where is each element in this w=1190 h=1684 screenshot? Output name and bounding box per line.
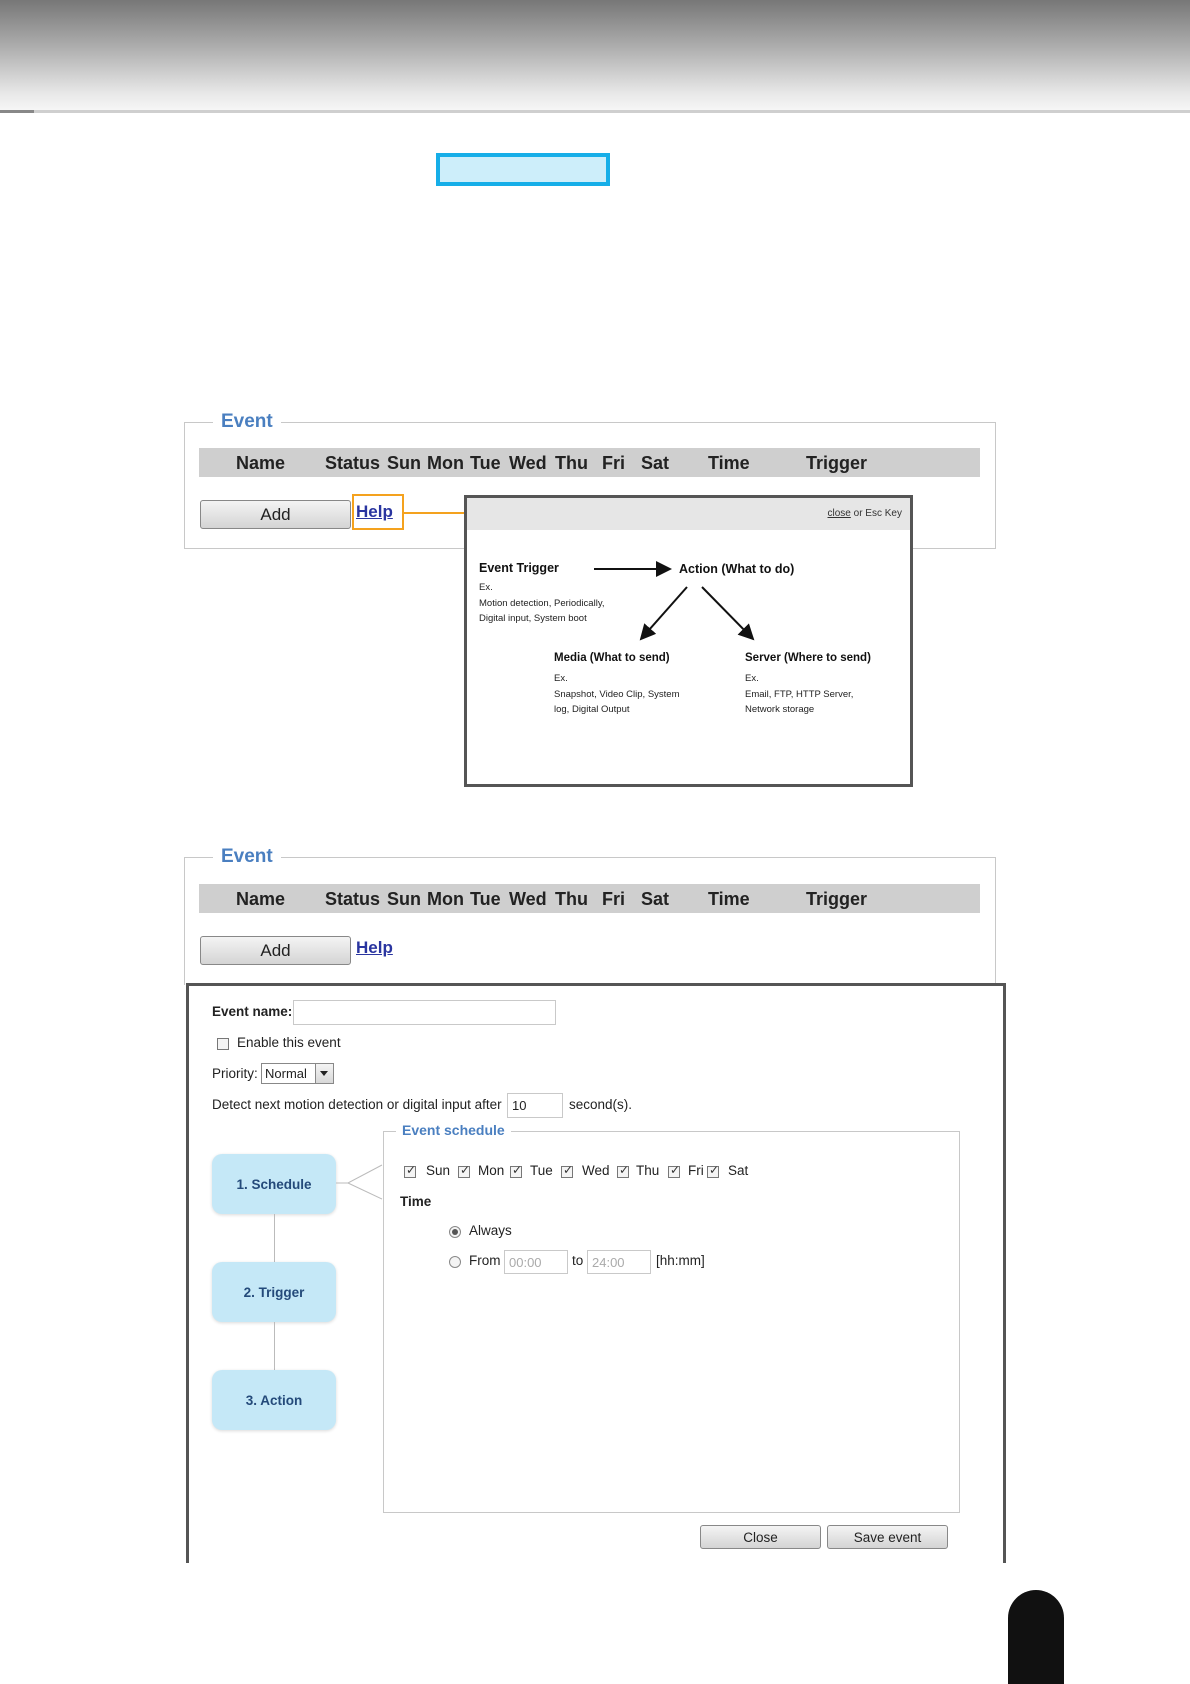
- server-title: Server (Where to send): [745, 652, 871, 664]
- event-table-header: [199, 448, 980, 477]
- event-name-label: Event name:: [212, 1004, 293, 1019]
- help-callout-line: [404, 512, 466, 514]
- trigger-line: Ex.: [479, 582, 493, 593]
- day-label-wed: Wed: [582, 1163, 610, 1178]
- trigger-line: Digital input, System boot: [479, 613, 587, 624]
- server-line: Network storage: [745, 704, 815, 715]
- event-table-header: [199, 884, 980, 913]
- col-sun: Sun: [387, 889, 421, 909]
- trigger-title: Event Trigger: [479, 561, 559, 575]
- col-status: Status: [325, 453, 381, 473]
- day-checkbox-tue[interactable]: [510, 1166, 522, 1178]
- event-legend: Event: [213, 846, 281, 868]
- step-action[interactable]: 3. Action: [212, 1370, 336, 1430]
- col-status: Status: [325, 889, 381, 909]
- col-sat: Sat: [641, 453, 670, 473]
- arrow-action-to-media: [641, 587, 687, 639]
- col-thu: Thu: [555, 889, 588, 909]
- step-connector: [274, 1214, 275, 1262]
- enable-event-label: Enable this event: [237, 1035, 341, 1050]
- day-label-mon: Mon: [478, 1163, 505, 1178]
- to-time-input[interactable]: [587, 1250, 651, 1274]
- col-sat: Sat: [641, 889, 670, 909]
- col-time: Time: [708, 453, 750, 473]
- col-mon: Mon: [427, 889, 464, 909]
- col-fri: Fri: [602, 889, 626, 909]
- save-event-button[interactable]: Save event: [827, 1525, 948, 1549]
- day-checkbox-wed[interactable]: [561, 1166, 573, 1178]
- col-tue: Tue: [470, 889, 501, 909]
- add-event-button[interactable]: Add: [200, 936, 351, 965]
- detect-unit: second(s).: [569, 1097, 633, 1112]
- day-label-tue: Tue: [530, 1163, 553, 1178]
- col-trigger: Trigger: [806, 453, 868, 473]
- help-popup: [464, 495, 913, 787]
- close-link[interactable]: close: [827, 508, 851, 519]
- media-line: Snapshot, Video Clip, System: [554, 688, 680, 700]
- time-label: Time: [400, 1194, 432, 1209]
- help-link[interactable]: Help: [356, 502, 393, 521]
- step-schedule[interactable]: 1. Schedule: [212, 1154, 336, 1214]
- priority-label: Priority:: [212, 1066, 258, 1081]
- day-label-thu: Thu: [636, 1163, 660, 1178]
- col-mon: Mon: [427, 453, 464, 473]
- step-bracket: [336, 1161, 386, 1201]
- from-time-input[interactable]: [504, 1250, 568, 1274]
- detect-label: Detect next motion detection or digital input after: [212, 1097, 502, 1112]
- media-line: Ex.: [554, 673, 568, 684]
- help-highlight-box: [352, 494, 404, 530]
- close-hint: or Esc Key: [853, 508, 902, 519]
- day-label-sun: Sun: [426, 1163, 451, 1178]
- page-number-tab: [1008, 1590, 1064, 1684]
- event-schedule-legend: Event schedule: [396, 1122, 511, 1138]
- day-checkbox-fri[interactable]: [668, 1166, 680, 1178]
- event-schedule-panel: [383, 1122, 960, 1513]
- event-panel-bottom: [184, 846, 996, 985]
- diagram-arrows: [467, 498, 910, 784]
- col-name: Name: [236, 889, 286, 909]
- server-line: Email, FTP, HTTP Server,: [745, 688, 854, 700]
- day-label-sat: Sat: [728, 1163, 749, 1178]
- col-thu: Thu: [555, 453, 588, 473]
- media-line: log, Digital Output: [554, 704, 630, 715]
- event-name-input[interactable]: [293, 1000, 556, 1025]
- header-divider: [0, 110, 1190, 113]
- page-header-band: [0, 0, 1190, 110]
- server-description: [745, 671, 853, 718]
- add-event-button[interactable]: Add: [200, 500, 351, 529]
- col-trigger: Trigger: [806, 889, 868, 909]
- day-checkbox-mon[interactable]: [458, 1166, 470, 1178]
- media-description: [554, 671, 680, 718]
- col-sun: Sun: [387, 453, 421, 473]
- col-wed: Wed: [509, 453, 547, 473]
- event-settings-dialog: [186, 983, 1006, 1563]
- close-button[interactable]: Close: [700, 1525, 821, 1549]
- header-divider-accent: [0, 110, 34, 113]
- col-tue: Tue: [470, 453, 501, 473]
- highlight-box: [436, 153, 610, 186]
- help-link[interactable]: Help: [356, 938, 393, 957]
- media-title: Media (What to send): [554, 652, 670, 664]
- from-label: From: [469, 1253, 501, 1268]
- col-wed: Wed: [509, 889, 547, 909]
- chevron-down-icon[interactable]: [315, 1064, 333, 1083]
- time-format-hint: [hh:mm]: [656, 1253, 705, 1268]
- day-checkbox-sat[interactable]: [707, 1166, 719, 1178]
- priority-value: Normal: [265, 1066, 307, 1081]
- step-trigger[interactable]: 2. Trigger: [212, 1262, 336, 1322]
- action-title: Action (What to do): [679, 562, 795, 576]
- arrow-action-to-server: [702, 587, 753, 639]
- step-connector: [274, 1322, 275, 1370]
- detect-interval-input[interactable]: [507, 1093, 563, 1118]
- always-label: Always: [469, 1223, 512, 1238]
- col-time: Time: [708, 889, 750, 909]
- priority-select[interactable]: [261, 1063, 334, 1084]
- col-name: Name: [236, 453, 286, 473]
- day-checkbox-sun[interactable]: [404, 1166, 416, 1178]
- always-radio[interactable]: [449, 1226, 461, 1238]
- enable-event-checkbox[interactable]: [217, 1038, 229, 1050]
- event-legend: Event: [213, 411, 281, 433]
- to-label: to: [572, 1253, 584, 1268]
- day-checkbox-thu[interactable]: [617, 1166, 629, 1178]
- col-fri: Fri: [602, 453, 626, 473]
- day-label-fri: Fri: [688, 1163, 704, 1178]
- trigger-line: Motion detection, Periodically,: [479, 597, 605, 609]
- server-line: Ex.: [745, 673, 759, 684]
- from-radio[interactable]: [449, 1256, 461, 1268]
